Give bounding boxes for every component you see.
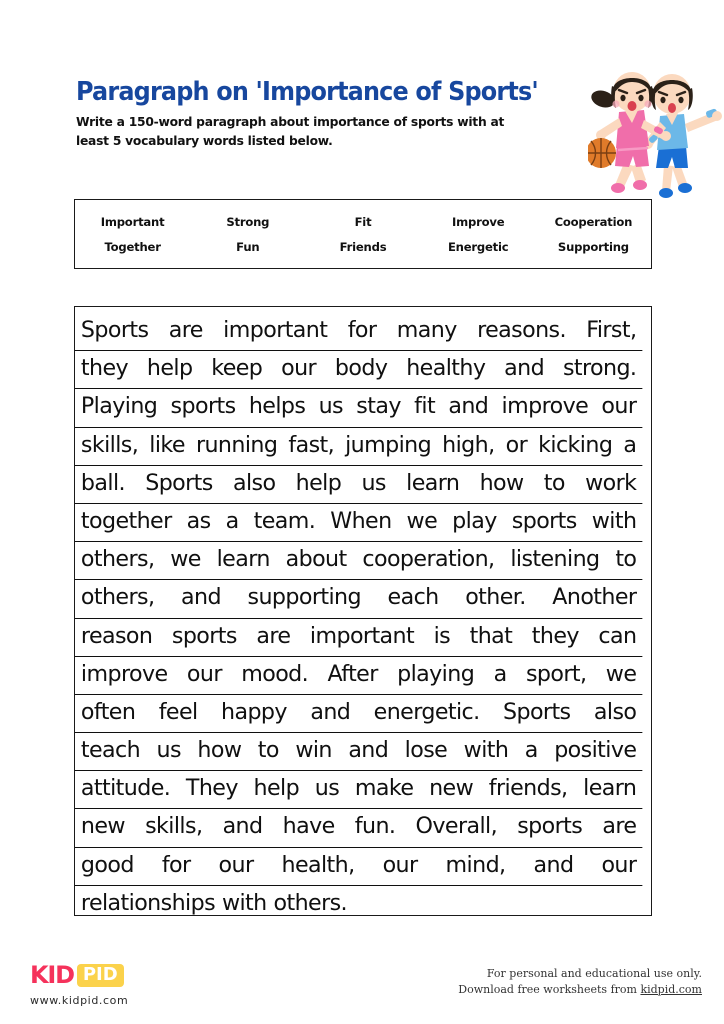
paragraph-word: our	[186, 660, 222, 687]
paragraph-word: with	[221, 889, 267, 916]
paragraph-word: friends,	[488, 775, 568, 802]
paragraph-word: mind,	[445, 851, 506, 878]
paragraph-word: to	[615, 546, 637, 573]
paragraph-word: and	[180, 584, 221, 611]
paragraph-word: can	[598, 622, 637, 649]
logo-pid-badge: PID	[77, 964, 124, 987]
paragraph-word: us	[318, 393, 344, 420]
logo-kid-text: KID	[30, 961, 74, 989]
paragraph-word: how	[197, 737, 242, 764]
page-footer	[0, 955, 724, 1024]
paragraph-word: other.	[465, 584, 526, 611]
paragraph-word: often	[80, 698, 136, 725]
logo-mark	[30, 962, 128, 988]
paragraph-word: listening	[510, 546, 600, 573]
paragraph-word: Another	[552, 584, 637, 611]
paragraph-word: each	[387, 584, 439, 611]
paragraph-word: a	[225, 507, 239, 534]
paragraph-word: keep	[211, 355, 263, 382]
kidpid-logo[interactable]	[30, 962, 128, 1007]
paragraph-line	[75, 886, 642, 916]
paragraph-line	[75, 848, 642, 886]
paragraph-word: Sports	[145, 469, 213, 496]
vocabulary-word: Supporting	[557, 239, 629, 254]
paragraph-word: sports	[511, 507, 577, 534]
paragraph-word: new	[429, 775, 474, 802]
paragraph-word: skills,	[145, 813, 203, 840]
paragraph-word: high,	[442, 431, 495, 458]
paragraph-word: body	[334, 355, 388, 382]
kidpid-link[interactable]: kidpid.com	[640, 982, 702, 996]
paragraph-word: learn	[406, 469, 460, 496]
paragraph-word: also	[232, 469, 276, 496]
vocabulary-word: Strong	[226, 214, 270, 229]
paragraph-word: learn	[583, 775, 637, 802]
footer-note-line2	[458, 982, 702, 998]
paragraph-word: us	[156, 737, 181, 764]
worksheet-instructions: Write a 150-word paragraph about importance of sports with at least 5 vocabulary words listed below.	[76, 114, 505, 148]
paragraph-line	[75, 619, 642, 657]
paragraph-word: others,	[80, 546, 155, 573]
paragraph-word: ball.	[80, 469, 125, 496]
worksheet-header	[76, 78, 656, 151]
paragraph-line	[75, 580, 642, 618]
paragraph-word: important	[223, 317, 328, 343]
footer-usage-note	[458, 966, 702, 998]
paragraph-word: we	[605, 660, 637, 687]
paragraph-word: to	[257, 737, 279, 764]
paragraph-word: sports	[517, 813, 583, 840]
paragraph-word: like	[149, 431, 185, 458]
paragraph-word: our	[218, 851, 254, 878]
paragraph-line	[75, 351, 642, 389]
vocabulary-word: Fit	[354, 214, 372, 229]
paragraph-word: supporting	[247, 584, 361, 611]
paragraph-word: win	[295, 737, 332, 764]
vocabulary-word-bank	[74, 199, 652, 269]
vocabulary-word: Improve	[452, 214, 505, 229]
paragraph-word: running	[195, 431, 278, 458]
paragraph-word: fit	[414, 393, 436, 420]
paragraph-word: are	[602, 813, 637, 840]
paragraph-word: and	[504, 355, 545, 382]
paragraph-word: help	[146, 355, 193, 382]
paragraph-word: as	[186, 507, 211, 534]
paragraph-word: make	[354, 775, 414, 802]
paragraph-word: First,	[586, 317, 637, 343]
paragraph-word: After	[327, 660, 378, 687]
paragraph-line	[75, 466, 642, 504]
paragraph-word: are	[168, 317, 203, 343]
footer-note-line1: For personal and educational use only.	[486, 967, 702, 980]
paragraph-word: our	[281, 355, 317, 382]
paragraph-word: that	[469, 622, 513, 649]
paragraph-word: helps	[248, 393, 306, 420]
paragraph-line	[75, 695, 642, 733]
vocabulary-row	[75, 215, 651, 229]
paragraph-word: with	[463, 737, 509, 764]
paragraph-word: we	[170, 546, 201, 573]
paragraph-word: good	[80, 851, 134, 878]
paragraph-word: and	[310, 698, 351, 725]
paragraph-line	[75, 771, 642, 809]
paragraph-word: work	[585, 469, 637, 496]
paragraph-line	[75, 542, 642, 580]
paragraph-word: cooperation,	[362, 546, 495, 573]
paragraph-word: health,	[281, 851, 355, 878]
paragraph-word: improve	[80, 660, 168, 687]
vocabulary-word: Important	[100, 214, 165, 229]
paragraph-word: others.	[273, 889, 348, 916]
paragraph-line	[75, 504, 642, 542]
paragraph-word: and	[448, 393, 489, 420]
paragraph-word: with	[591, 507, 637, 534]
paragraph-word: and	[348, 737, 389, 764]
paragraph-word: our	[382, 851, 418, 878]
paragraph-word: playing	[397, 660, 475, 687]
paragraph-word: also	[593, 698, 637, 725]
paragraph-word: and	[222, 813, 263, 840]
paragraph-line	[75, 809, 642, 847]
paragraph-word: for	[161, 851, 191, 878]
paragraph-word: kicking	[538, 431, 613, 458]
paragraph-word: learn	[216, 546, 270, 573]
paragraph-word: help	[253, 775, 300, 802]
paragraph-word: how	[479, 469, 524, 496]
paragraph-word: new	[80, 813, 125, 840]
paragraph-word: relationships	[80, 889, 216, 916]
paragraph-word: When	[330, 507, 392, 534]
paragraph-word: and	[533, 851, 574, 878]
paragraph-word: together	[80, 507, 172, 534]
paragraph-word: us	[361, 469, 386, 496]
paragraph-word: attitude.	[80, 775, 171, 802]
paragraph-word: sports	[171, 622, 237, 649]
paragraph-line	[75, 733, 642, 771]
paragraph-word: is	[433, 622, 451, 649]
paragraph-word: important	[309, 622, 415, 649]
paragraph-word: Sports	[502, 698, 571, 725]
paragraph-word: our	[601, 393, 637, 420]
paragraph-word: lose	[404, 737, 448, 764]
paragraph-word: energetic.	[373, 698, 480, 725]
paragraph-word: we	[406, 507, 438, 534]
paragraph-word: about	[285, 546, 347, 573]
paragraph-word: strong.	[562, 355, 637, 382]
paragraph-word: help	[295, 469, 342, 496]
paragraph-word: stay	[356, 393, 401, 420]
paragraph-word: improve	[501, 393, 589, 420]
paragraph-word: skills,	[80, 431, 139, 458]
paragraph-word: they	[80, 355, 129, 382]
paragraph-word: feel	[158, 698, 198, 725]
paragraph-word: others,	[80, 584, 155, 611]
paragraph-word: many	[396, 317, 457, 343]
paragraph-word: Overall,	[415, 813, 498, 840]
paragraph-word: fast,	[288, 431, 335, 458]
paragraph-word: jumping	[345, 431, 432, 458]
paragraph-word: positive	[554, 737, 637, 764]
paragraph-word: a	[623, 431, 637, 458]
paragraph-word: or	[505, 431, 528, 458]
vocabulary-word: Energetic	[447, 239, 509, 254]
paragraph-line	[75, 313, 642, 351]
paragraph-word: reasons.	[477, 317, 566, 343]
paragraph-word: Sports	[80, 317, 149, 343]
paragraph-word: fun.	[354, 813, 396, 840]
paragraph-line	[75, 389, 642, 427]
paragraph-answer-box[interactable]	[74, 306, 652, 916]
vocabulary-word: Friends	[339, 239, 387, 254]
paragraph-word: healthy	[406, 355, 486, 382]
paragraph-word: a	[493, 660, 507, 687]
paragraph-word: us	[314, 775, 340, 802]
vocabulary-word: Together	[104, 239, 161, 254]
paragraph-word: teach	[80, 737, 141, 764]
paragraph-word: they	[531, 622, 579, 649]
paragraph-word: Playing	[80, 393, 158, 420]
paragraph-word: for	[347, 317, 377, 343]
footer-note-prefix: Download free worksheets from	[458, 982, 641, 996]
paragraph-word: a	[524, 737, 538, 764]
paragraph-word: our	[601, 851, 637, 878]
paragraph-word: They	[185, 775, 238, 802]
paragraph-word: have	[282, 813, 335, 840]
vocabulary-row	[75, 240, 651, 254]
vocabulary-word: Cooperation	[554, 214, 633, 229]
paragraph-word: sport,	[525, 660, 587, 687]
paragraph-word: sports	[170, 393, 236, 420]
page-title: Paragraph on 'Importance of Sports'	[76, 77, 538, 107]
paragraph-word: reason	[80, 622, 153, 649]
paragraph-line	[75, 428, 642, 466]
vocabulary-word: Fun	[236, 239, 260, 254]
paragraph-word: are	[256, 622, 291, 649]
paragraph-word: to	[543, 469, 565, 496]
logo-website-url: www.kidpid.com	[30, 994, 129, 1007]
paragraph-word: mood.	[241, 660, 309, 687]
paragraph-line	[75, 657, 642, 695]
paragraph-word: play	[452, 507, 497, 534]
paragraph-word: team.	[253, 507, 316, 534]
paragraph-word: happy	[220, 698, 287, 725]
